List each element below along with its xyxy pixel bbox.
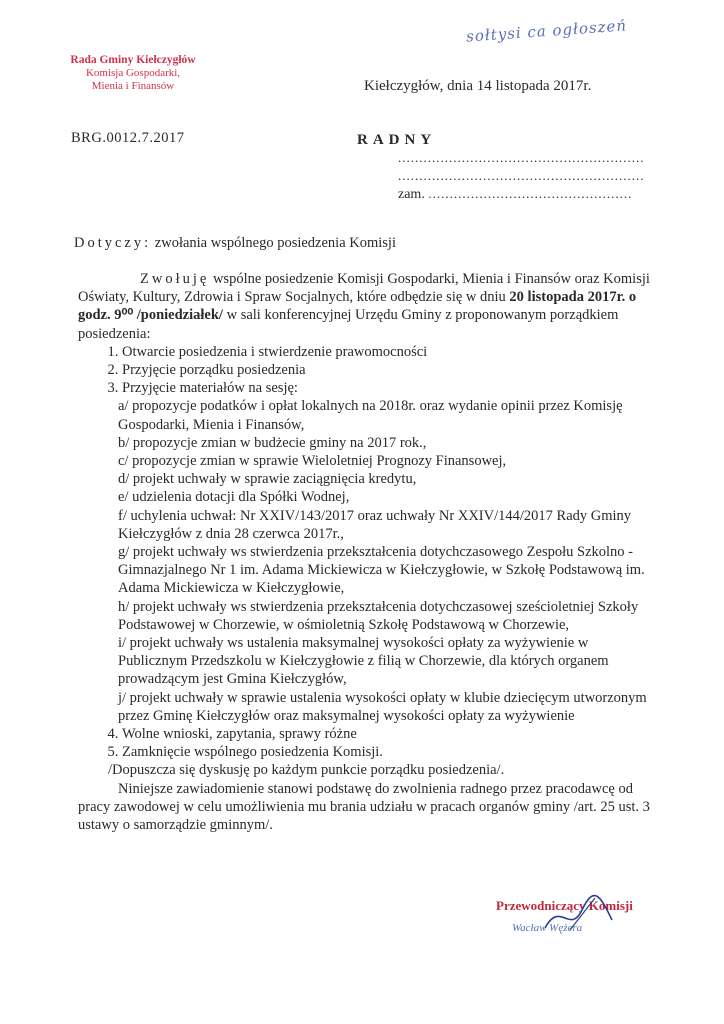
sub-item: b/ propozycje zmian w budżecie gminy na 2017 rok., bbox=[118, 434, 427, 451]
addressee-address bbox=[398, 186, 632, 203]
intro-verb: Zwołuję bbox=[140, 271, 210, 287]
sub-item: i/ projekt uchwały ws ustalenia maksymalnej wysokości opłaty za wyżywienie w Publicznym Przedszkolu w Kiełczygłowie z filią w Chorzewie, dla których organem prowadzącym jest Gmina Kiełczygłów, bbox=[118, 635, 609, 688]
stamp-line-3: Mienia i Finansów bbox=[91, 80, 175, 92]
zam-dots: ................................................ bbox=[428, 186, 633, 201]
subject-line bbox=[74, 235, 396, 252]
place-date: Kiełczygłów, dnia 14 listopada 2017r. bbox=[364, 78, 592, 94]
signature-scribble bbox=[540, 890, 620, 940]
session-materials-list bbox=[78, 397, 658, 725]
reference-number: BRG.0012.7.2017 bbox=[71, 130, 185, 146]
sub-item: a/ propozycje podatków i opłat lokalnych na 2018r. oraz wydanie opinii przez Komisję Gospodarki, Mienia i Finansów, bbox=[118, 398, 623, 433]
addressee-title: RADNY bbox=[357, 132, 437, 148]
intro-text-1: wspólne posiedzenie Komisji Gospodarki, Mienia i Finansów oraz Komisji Oświaty, Kultury, Zdrowia i Spraw Socjalnych, które odbędzie się w dniu bbox=[78, 271, 650, 306]
discussion-note: /Dopuszcza się dyskusję po każdym punkcie porządku posiedzenia/. bbox=[108, 762, 505, 779]
meeting-datetime: 20 listopada 2017r. o godz. 9⁰⁰ /poniedziałek/ bbox=[78, 289, 637, 324]
stamp-line-1: Rada Gminy Kiełczygłów bbox=[70, 54, 196, 66]
agenda-item-label: Przyjęcie materiałów na sesję: bbox=[122, 380, 298, 397]
agenda-item bbox=[122, 379, 658, 397]
chair-title: Przewodniczący Komisji bbox=[496, 898, 633, 913]
sub-item: e/ udzielenia dotacji dla Spółki Wodnej, bbox=[118, 489, 350, 506]
subject-label: Dotyczy: bbox=[74, 235, 152, 251]
sub-item: j/ projekt uchwały w sprawie ustalenia wysokości opłaty w klubie dziecięcym utworzonym przez Gminę Kiełczygłów oraz maksymalnej wysokości opłaty za wyżywienie bbox=[118, 689, 647, 724]
zam-label: zam. bbox=[398, 187, 425, 202]
agenda-item: 2. Przyjęcie porządku posiedzenia bbox=[122, 361, 658, 379]
stamp-line-2: Komisja Gospodarki, bbox=[85, 67, 181, 79]
agenda-item: 1. Otwarcie posiedzenia i stwierdzenie prawomocności bbox=[122, 343, 658, 361]
agenda-list-tail bbox=[78, 725, 658, 761]
sub-item: c/ propozycje zmian w sprawie Wieloletniej Prognozy Finansowej, bbox=[118, 453, 507, 470]
handwritten-note: sołtysi ca ogłoszeń bbox=[465, 16, 628, 46]
chair-name: Wacław Wężera bbox=[512, 922, 583, 934]
sub-item: f/ uchylenia uchwał: Nr XXIV/143/2017 oraz uchwały Nr XXIV/144/2017 Rady Gminy Kiełczygłów z dnia 28 czerwca 2017r., bbox=[118, 507, 632, 542]
intro-paragraph bbox=[78, 270, 658, 343]
sub-item: g/ projekt uchwały ws stwierdzenia przekształcenia dotychczasowego Zespołu Szkolno - Gimnazjalnego Nr 1 im. Adama Mickiewicza w Kiełczygłowie, w Szkołę Podstawową im. Adama Mickiewicza w Kiełczygłowie, bbox=[118, 544, 645, 597]
subject-text: zwołania wspólnego posiedzenia Komisji bbox=[154, 235, 396, 251]
committee-stamp bbox=[48, 54, 218, 93]
letter-body bbox=[78, 270, 658, 834]
agenda-item: 5. Zamknięcie wspólnego posiedzenia Komisji. bbox=[122, 743, 658, 761]
addressee-line-1: .......................................................... bbox=[398, 150, 645, 165]
sub-item: h/ projekt uchwały ws stwierdzenia przekształcenia dotychczasowej sześcioletniej Szkoły Podstawowej w Chorzewie, w ośmioletnią Szkołę Podstawową w Chorzewie, bbox=[118, 598, 639, 633]
employer-notice: Niniejsze zawiadomienie stanowi podstawę do zwolnienia radnego przez pracodawcę od pracy zawodowej w celu umożliwienia mu brania udziału w pracach organów gminy /art. 25 ust. 3 ustawy o samorządzie gminnym/. bbox=[78, 780, 650, 834]
agenda-item: 4. Wolne wnioski, zapytania, sprawy różne bbox=[122, 725, 658, 743]
addressee-line-2: .......................................................... bbox=[398, 168, 645, 183]
sub-item: d/ projekt uchwały w sprawie zaciągnięcia kredytu, bbox=[118, 471, 417, 488]
intro-text-2: w sali konferencyjnej Urzędu Gminy z proponowanym porządkiem posiedzenia: bbox=[78, 307, 619, 342]
agenda-list bbox=[78, 343, 658, 398]
